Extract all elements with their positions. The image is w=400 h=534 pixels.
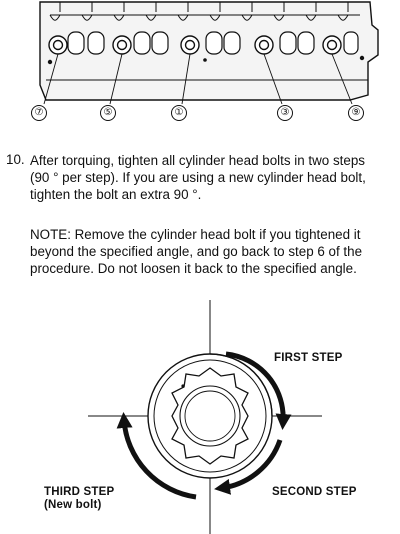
callout-bolt-7: ⑦ <box>31 105 47 121</box>
callout-bolt-3: ③ <box>277 105 293 121</box>
step-number: 10. <box>6 152 25 167</box>
third-step-sublabel: (New bolt) <box>44 499 102 511</box>
note-paragraph: NOTE: Remove the cylinder head bolt if you tightened it beyond the specified angle, and go back to step 6 of the procedure. Do not loosen it back to the specified angle. <box>30 227 363 276</box>
cylinder-head-illustration <box>0 0 400 130</box>
second-step-label: SECOND STEP <box>272 486 357 498</box>
callout-bolt-9: ⑨ <box>348 105 364 121</box>
callout-bolt-5: ⑤ <box>100 105 116 121</box>
callout-bolt-1: ① <box>171 105 187 121</box>
step-instruction: After torquing, tighten all cylinder head bolts in two steps (90 ° per step). If you are using a new cylinder head bolt, tighten the bolt an extra 90 °. <box>30 153 366 202</box>
first-step-label: FIRST STEP <box>274 352 343 364</box>
third-step-label: THIRD STEP <box>44 486 115 498</box>
